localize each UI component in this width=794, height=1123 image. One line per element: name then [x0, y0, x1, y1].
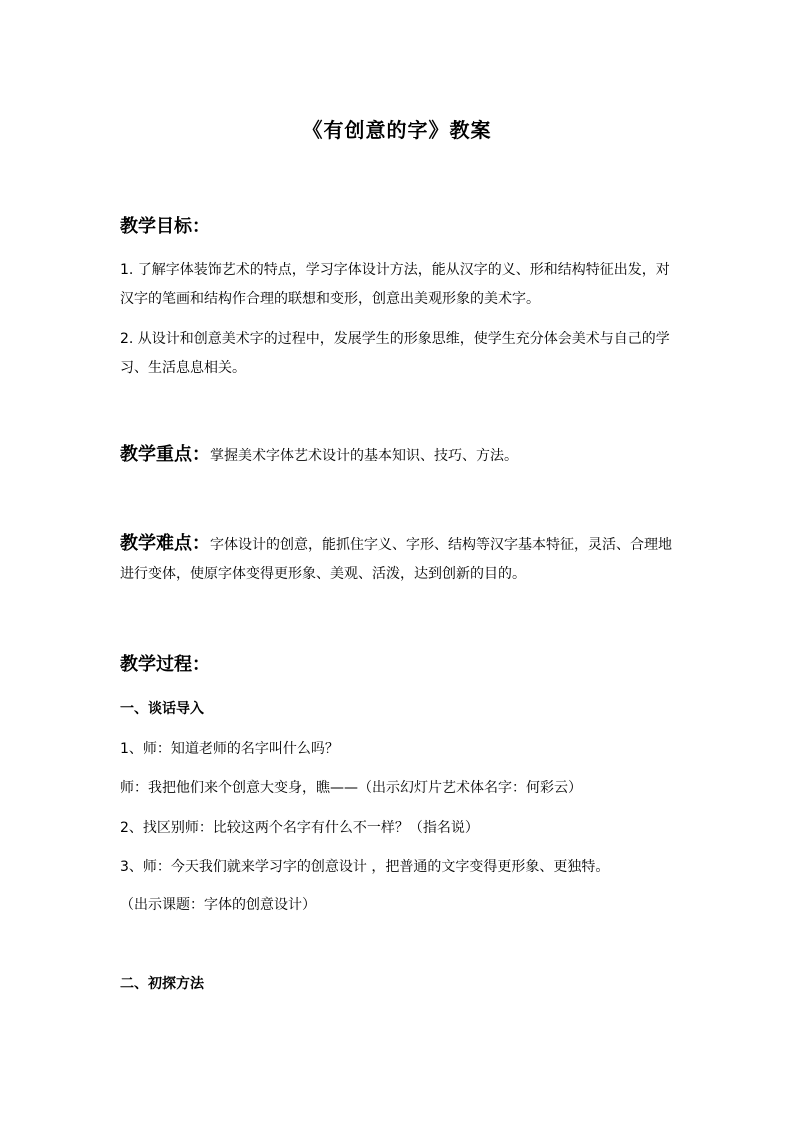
process-line-2: 师：我把他们来个创意大变身，瞧——（出示幻灯片艺术体名字：何彩云）: [120, 780, 582, 796]
process-heading: 教学过程：: [120, 654, 210, 675]
key-points-text: 掌握美术字体艺术设计的基本知识、技巧、方法。: [210, 448, 518, 464]
process-line-1: 1、师：知道老师的名字叫什么吗？: [120, 741, 339, 757]
goals-heading: 教学目标：: [120, 216, 210, 237]
section-2-title: 二、初探方法: [120, 976, 204, 992]
process-line-3: 2、找区别师：比较这两个名字有什么不一样？（指名说）: [120, 820, 479, 836]
process-line-4: 3、师：今天我们就来学习字的创意设计 ，把普通的文字变得更形象、更独特。: [120, 859, 610, 875]
document-title: 《有创意的字》教案: [302, 118, 492, 142]
difficulties-paragraph: [120, 529, 680, 589]
key-points-heading: 教学重点：: [120, 444, 210, 465]
difficulties-heading: 教学难点：: [120, 533, 210, 554]
process-line-5: （出示课题：字体的创意设计）: [120, 897, 316, 913]
key-points-paragraph: [120, 440, 680, 471]
goal-item-2: 2. 从设计和创意美术字的过程中，发展学生的形象思维，使学生充分体会美术与自己的学习、生活息息相关。: [120, 331, 670, 376]
goal-item-1: 1. 了解字体装饰艺术的特点，学习字体设计方法，能从汉字的义、形和结构特征出发，对汉字的笔画和结构作合理的联想和变形，创意出美观形象的美术字。: [120, 262, 670, 307]
section-1-title: 一、谈话导入: [120, 701, 204, 717]
difficulties-text: 字体设计的创意，能抓住字义、字形、结构等汉字基本特征，灵活、合理地进行变体，使原字体变得更形象、美观、活泼，达到创新的目的。: [120, 537, 672, 582]
